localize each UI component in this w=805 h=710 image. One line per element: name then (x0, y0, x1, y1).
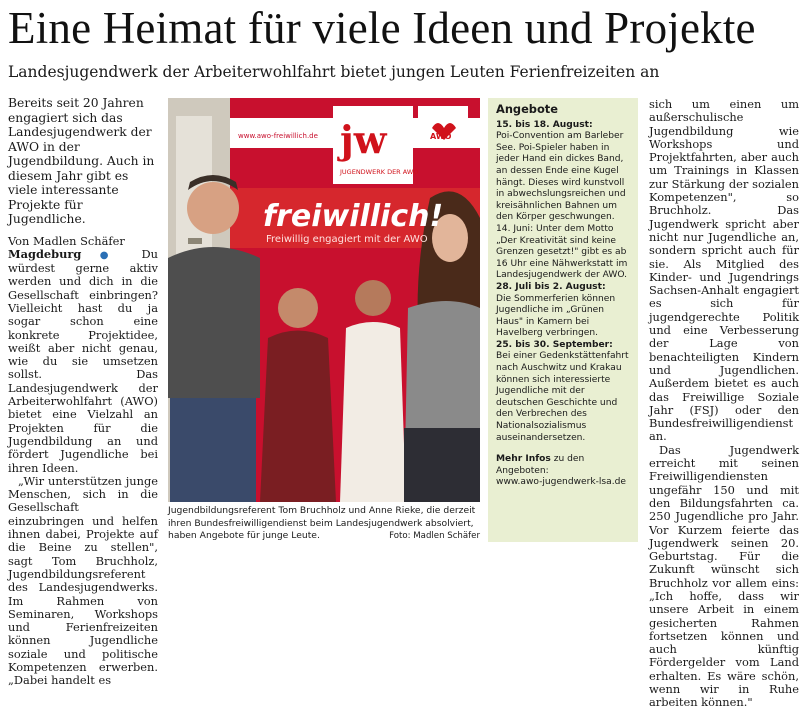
article-column-3 (649, 98, 799, 710)
dateline: Magdeburg (8, 246, 82, 261)
event-date: 28. Juli bis 2. August: (496, 281, 606, 292)
event-text: 14. Juni: Unter dem Motto „Der Kreativität sind keine Grenzen gesetzt!" gibt es ab 16 Uhr eine Nähwerkstatt im Landesjugendwerk der AWO. (496, 223, 628, 281)
event-item (496, 120, 632, 224)
subheadline: Landesjugendwerk der Arbeiterwohlfahrt bietet jungen Leuten Ferienfreizeiten an (8, 63, 660, 81)
event-item (496, 224, 632, 282)
article-column-1 (8, 96, 158, 688)
event-item (496, 282, 632, 340)
event-text: Die Sommerferien können Jugendliche im „Grünen Haus" in Kamern bei Havelberg verbringen. (496, 293, 616, 339)
jw-logo: jw (340, 117, 387, 162)
paragraph-1-text: Du würdest gerne aktiv werden und dich in die Gesellschaft einbringen? Vielleicht hast du ja sogar schon eine konkrete Projektidee, weißt aber nicht genau, wie du sie umsetzen sollst. Das Landesjugendwerk der Arbeiterwohlfahrt (AWO) bietet eine Vielzahl an Projekten für die Jugendbildung an und fördert Jugendliche bei ihren Ideen. (8, 246, 158, 475)
more-info (496, 454, 632, 489)
awo-logo: AWO (430, 132, 452, 141)
infobox-angebote (488, 98, 638, 542)
more-info-label: Mehr Infos (496, 454, 551, 465)
event-text: Bei einer Gedenkstättenfahrt nach Auschwitz und Krakau können sich interessierte Jugendliche mit der deutschen Geschichte und den Verbrechen des Nationalsozialismus auseinandersetzen. (496, 351, 629, 443)
event-text: Poi-Convention am Barleber See. Poi-Spieler haben in jeder Hand ein dickes Band, an dessen Ende eine Kugel hängt. Dieses wird kunstvoll in abwechslungsreichen und kreisähnlichen Bahnen um den Körper geschwungen. (496, 131, 626, 223)
dateline-dot-icon: ● (99, 249, 124, 261)
headline: Eine Heimat für viele Ideen und Projekte (8, 3, 756, 53)
paragraph-4: Das Jugendwerk erreicht mit seinen Freiwilligendiensten ungefähr 150 und mit den Bildungsfahrten ca. 250 Jugendliche pro Jahr. Vor Kurzem feierte das Jugendwerk seinen 20. Geburtstag. Für die Zukunft wünscht sich Bruchholz vor allem eins: „Ich hoffe, dass wir unsere Arbeit in einem gesicherten Rahmen fortsetzen können und auch künftig Fördergelder vom Land erhalten. Es wäre schön, wenn wir in Ruhe arbeiten können." (649, 442, 799, 710)
caption-text: Jugendbildungsreferent Tom Bruchholz und Anne Rieke, die derzeit ihren Bundesfreiwilligendienst beim Landesjugendwerk absolviert, haben Angebote für junge Leute. (168, 505, 476, 541)
event-date: 15. bis 18. August: (496, 119, 593, 130)
more-info-link[interactable]: www.awo-jugendwerk-lsa.de (496, 477, 626, 488)
jw-logo-subtitle: JUGENDWERK DER AWO (340, 168, 419, 176)
event-date: 25. bis 30. September: (496, 339, 613, 350)
event-item (496, 340, 632, 444)
banner-slogan-sub: Freiwillig engagiert mit der AWO (266, 234, 428, 245)
byline: Von Madlen Schäfer (8, 233, 125, 248)
paragraph-2: „Wir unterstützen junge Menschen, sich in die Gesellschaft einzubringen und helfen ihnen dabei, Projekte auf die Beine zu stellen", sagt Tom Bruchholz, Jugendbildungsreferent des Landesjugendwerks. Im Rahmen von Seminaren, Workshops und Ferienfreizeiten können Jugendliche soziale und politische Kompetenzen erwerben. „Dabei handelt es (8, 473, 158, 688)
paragraph-1 (8, 248, 158, 475)
more-info-text: zu den Angeboten: (496, 454, 585, 476)
paragraph-3: sich um einen um außerschulische Jugendbildung wie Workshops und Projektfahrten, aber auch um Trainings in Klassen zur Stärkung der sozialen Kompetenzen", so Bruchholz. Das Jugendwerk spricht aber nicht nur Jugendliche an, sondern spricht auch für sie. Als Mitglied des Kinder- und Jugendrings Sachsen-Anhalt engagiert es sich für jugendgerechte Politik und eine Verbesserung der Lage von benachteiligten Kindern und Jugendlichen. Außerdem bietet es auch das Freiwillige Soziale Jahr (FSJ) oder den Bundesfreiwilligendienst an. (649, 97, 799, 444)
infobox-title: Angebote (496, 102, 558, 116)
article-lead: Bereits seit 20 Jahren engagiert sich das Landesjugendwerk der AWO in der Jugendbildung. Auch in diesem Jahr gibt es viele interessante Projekte für Jugendliche. (8, 96, 155, 226)
article-photo (168, 98, 480, 502)
photo-credit: Foto: Madlen Schäfer (389, 531, 480, 541)
photo-caption (168, 505, 480, 543)
banner-slogan: freiwillich! (263, 199, 444, 234)
banner-url-text: www.awo-freiwillich.de (238, 132, 318, 140)
